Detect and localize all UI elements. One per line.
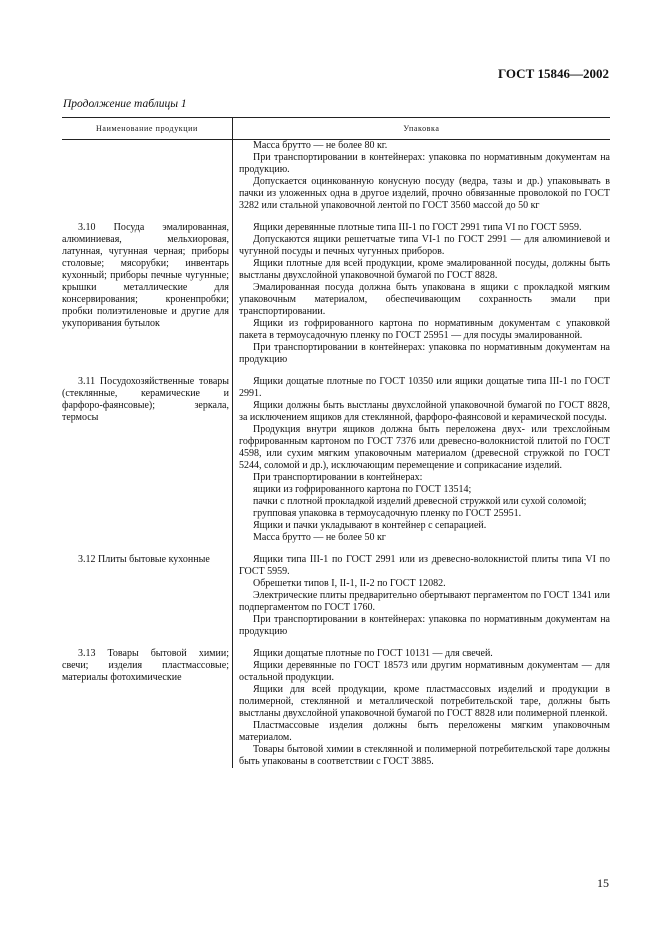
product-cell	[62, 140, 232, 212]
packaging-cell	[232, 638, 610, 768]
packaging-paragraph: Пластмассовые изделия должны быть переложены мягким упаковочным материалом.	[239, 720, 610, 743]
column-header-product: Наименование продукции	[96, 124, 198, 133]
packaging-paragraph: Масса брутто — не более 80 кг.	[253, 140, 388, 151]
packaging-cell	[232, 366, 610, 544]
table-continuation-label: Продолжение таблицы 1	[63, 98, 187, 110]
table-header	[62, 118, 610, 140]
packaging-cell	[232, 212, 610, 366]
packaging-paragraph: Допускается оцинкованную конусную посуду (ведра, тазы и др.) упаковывать в пачки из уложенных одна в другое изделий, прочно обвязанные проволокой по ГОСТ 3282 или стальной упаковочной лентой по ГОСТ 3560 массой до 50 кг	[239, 176, 610, 211]
packaging-paragraph: пачки с плотной прокладкой изделий древесной стружкой или сухой соломой;	[253, 496, 587, 507]
table-row	[62, 366, 610, 544]
packaging-paragraph: При транспортировании в контейнерах:	[253, 472, 423, 483]
table-row	[62, 544, 610, 638]
packaging-paragraph: При транспортировании в контейнерах: упаковка по нормативным документам на продукцию.	[239, 152, 610, 175]
packaging-paragraph: Продукция внутри ящиков должна быть переложена двух- или трехслойным гофрированным картоном по ГОСТ 7376 или древесно-волокнистой плитой по ГОСТ 4598, или сухим мягким упаковочным материалом (древесной стружкой по ГОСТ 5244, соломой и др.), исключающим перемещение и соприкасание изделий.	[239, 424, 610, 471]
packaging-paragraph: Масса брутто — не более 50 кг	[253, 532, 386, 543]
packaging-paragraph: Ящики должны быть выстланы двухслойной упаковочной бумагой по ГОСТ 8828, за исключением ящиков для стеклянной, фарфоро-фаянсовой и керамической посуды.	[239, 400, 610, 423]
table-row	[62, 140, 610, 212]
packaging-paragraph: Ящики деревянные плотные типа III-1 по ГОСТ 2991 типа VI по ГОСТ 5959.	[253, 222, 582, 233]
packaging-cell	[232, 140, 610, 212]
packaging-paragraph: Ящики из гофрированного картона по нормативным документам с упаковкой пакета в термоусадочную пленку по ГОСТ 25951 — для посуды эмалированной.	[239, 318, 610, 341]
column-header-packaging: Упаковка	[232, 118, 610, 139]
packaging-paragraph: При транспортировании в контейнерах: упаковка по нормативным документам на продукцию	[239, 614, 610, 637]
packaging-paragraph: Электрические плиты предварительно обертывают пергаментом по ГОСТ 1341 или подпергаментом по ГОСТ 1760.	[239, 590, 610, 613]
packaging-paragraph: Обрешетки типов I, II-1, II-2 по ГОСТ 12082.	[253, 578, 446, 589]
product-name: 3.10 Посуда эмалированная, алюминиевая, мельхиоровая, латунная, чугунная черная; приборы столовые; мясорубки; инвентарь кухонный; приборы печные чугунные; крышки металлические для консервирования; кроненпробки; пробки полиэтиленовые и другие для укупоривания бутылок	[62, 222, 229, 329]
packaging-paragraph: Ящики типа III-1 по ГОСТ 2991 или из древесно-волокнистой плиты типа VI по ГОСТ 5959.	[239, 554, 610, 577]
packaging-paragraph: Ящики дощатые плотные по ГОСТ 10350 или ящики дощатые типа III-1 по ГОСТ 2991.	[239, 376, 610, 399]
table-body	[62, 140, 610, 768]
table-row	[62, 212, 610, 366]
product-cell	[62, 212, 232, 366]
packaging-paragraph: Ящики дощатые плотные по ГОСТ 10131 — для свечей.	[253, 648, 493, 659]
packaging-paragraph: Эмалированная посуда должна быть упакована в ящики с прокладкой мягким упаковочным материалом, обеспечивающим сохранность эмали при транспортировании.	[239, 282, 610, 317]
packaging-paragraph: ящики из гофрированного картона по ГОСТ 13514;	[253, 484, 472, 495]
packaging-paragraph: Ящики деревянные по ГОСТ 18573 или другим нормативным документам — для остальной продукции.	[239, 660, 610, 683]
product-name: 3.11 Посудохозяйственные товары (стеклянные, керамические и фарфоро-фаянсовые); зеркала, термосы	[62, 376, 229, 423]
product-cell	[62, 544, 232, 638]
packaging-paragraph: Ящики для всей продукции, кроме пластмассовых изделий и продукции в полимерной, стеклянной и металлической потребительской таре, должны быть выстланы двухслойной упаковочной бумагой по ГОСТ 8828 или полимерной пленкой.	[239, 684, 610, 719]
product-name: 3.12 Плиты бытовые кухонные	[78, 554, 210, 565]
packaging-cell	[232, 544, 610, 638]
document-id: ГОСТ 15846—2002	[497, 66, 609, 81]
table-row	[62, 638, 610, 768]
packaging-paragraph: Допускаются ящики решетчатые типа VI-1 по ГОСТ 2991 — для алюминиевой и чугунной посуды и печных чугунных приборов.	[239, 234, 610, 257]
packaging-paragraph: групповая упаковка в термоусадочную пленку по ГОСТ 25951.	[253, 508, 522, 519]
packaging-paragraph: Ящики плотные для всей продукции, кроме эмалированной посуды, должны быть выстланы двухслойной упаковочной бумагой по ГОСТ 8828.	[239, 258, 610, 281]
packaging-paragraph: Товары бытовой химии в стеклянной и полимерной потребительской таре должны быть упакованы в соответствии с ГОСТ 3885.	[239, 744, 610, 767]
product-name: 3.13 Товары бытовой химии; свечи; изделия пластмассовые; материалы фотохимические	[62, 648, 229, 683]
product-cell	[62, 638, 232, 768]
packaging-table	[62, 117, 610, 768]
packaging-paragraph: При транспортировании в контейнерах: упаковка по нормативным документам на продукцию	[239, 342, 610, 365]
product-cell	[62, 366, 232, 544]
page-number: 15	[597, 876, 609, 890]
packaging-paragraph: Ящики и пачки укладывают в контейнер с сепарацией.	[253, 520, 487, 531]
